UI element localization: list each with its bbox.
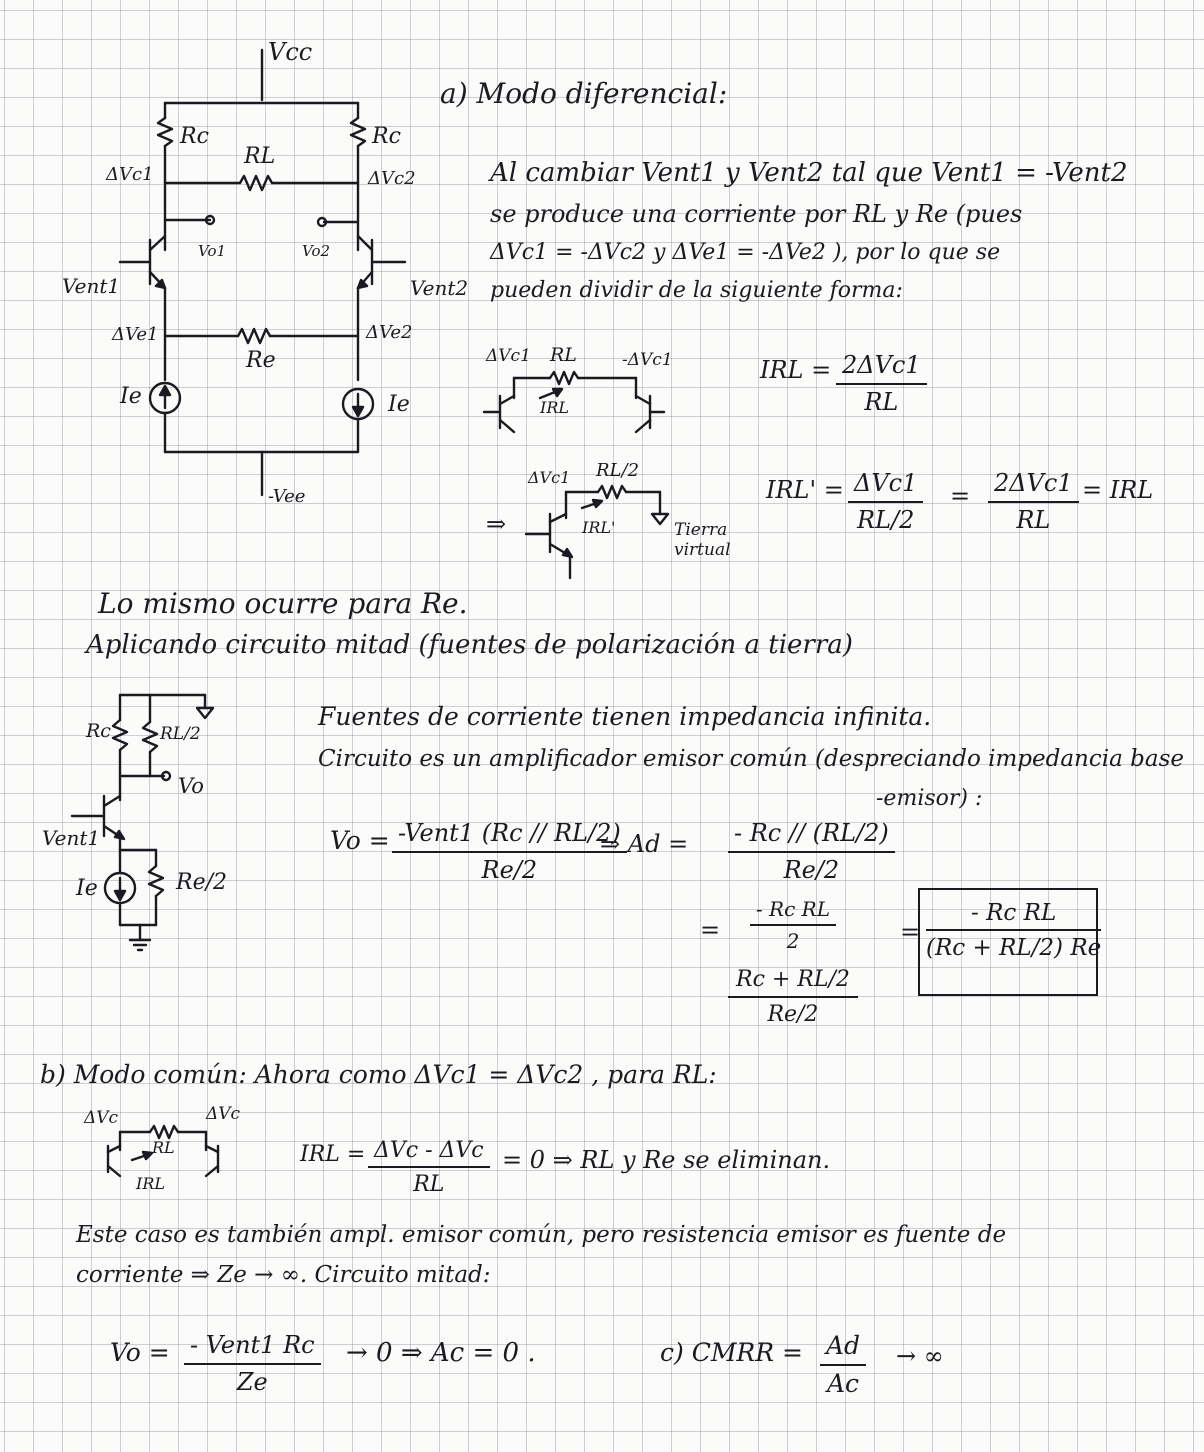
section-a-line1: Al cambiar Vent1 y Vent2 tal que Vent1 = -Vent2 xyxy=(490,158,1128,188)
eq-irl-lhs: IRL = xyxy=(760,356,832,384)
cm-current-label: IRL xyxy=(136,1174,165,1193)
eq-irl2-lhs: IRL' = xyxy=(766,476,844,504)
eq-ad-num: - Rc // (RL/2) xyxy=(728,820,895,853)
half-vo-label: Vo xyxy=(178,774,204,798)
final-eq-fraction xyxy=(184,1332,321,1396)
eq-irl-num: 2ΔVc1 xyxy=(836,352,927,385)
half-rl2-label: RL/2 xyxy=(160,724,201,744)
vo1-label: Vo1 xyxy=(198,242,227,260)
eq-irl2-rhs: = IRL xyxy=(1082,476,1154,504)
eq-vo-num: -Vent1 (Rc // RL/2) xyxy=(392,820,627,853)
cm-eq-num: ΔVc - ΔVc xyxy=(368,1138,490,1168)
note-line2: Aplicando circuito mitad (fuentes de polarización a tierra) xyxy=(86,630,853,660)
rl-label: RL xyxy=(244,144,276,169)
vent2-label: Vent2 xyxy=(410,276,469,300)
final-eq-num: - Vent1 Rc xyxy=(184,1332,321,1365)
cmrr-den: Ac xyxy=(827,1368,860,1398)
note-line1: Lo mismo ocurre para Re. xyxy=(98,587,468,620)
dvc1-label: ΔVc1 xyxy=(106,164,154,185)
cm-res-label: RL xyxy=(152,1138,175,1157)
eq-ad-outer-den-den: Re/2 xyxy=(767,1001,819,1027)
section-b-line2: corriente ⇒ Ze → ∞. Circuito mitad: xyxy=(76,1262,491,1288)
eq-ad-eq2: = xyxy=(900,918,921,946)
half-rl-top-label: ΔVc1 xyxy=(528,468,571,487)
eq-vo-arrow: ⇒ Ad = xyxy=(600,830,689,858)
cm-eq-lhs: IRL = xyxy=(300,1142,366,1167)
rl-split-left-label: ΔVc1 xyxy=(486,346,531,366)
cm-eq-den: RL xyxy=(413,1172,445,1198)
dve2-label: ΔVe2 xyxy=(366,322,413,343)
eq-ad-boxed-den: (Rc + RL/2) Re xyxy=(926,935,1102,962)
vent1-label: Vent1 xyxy=(62,274,121,298)
eq-ad-inner-num: - Rc RL xyxy=(750,898,836,926)
cm-left-label: ΔVc xyxy=(84,1108,119,1128)
section-a-line2: se produce una corriente por RL y Re (pues xyxy=(490,200,1023,228)
rl-split-res-label: RL xyxy=(550,344,577,366)
eq-irl2-den1: RL/2 xyxy=(857,505,915,534)
final-eq-den: Ze xyxy=(236,1367,268,1396)
eq-irl2-den2: RL xyxy=(1016,505,1051,534)
cm-right-label: ΔVc xyxy=(206,1104,241,1124)
eq-irl2-num1: ΔVc1 xyxy=(848,470,923,503)
cmrr-rhs: → ∞ xyxy=(896,1342,944,1370)
section-b-line1: Este caso es también ampl. emisor común, pero resistencia emisor es fuente de xyxy=(76,1222,1007,1248)
vee-label: -Vee xyxy=(268,486,306,507)
eq-ad-inner-den: 2 xyxy=(786,929,800,953)
cmrr-num: Ad xyxy=(820,1332,866,1366)
rl-split-current-label: IRL xyxy=(540,398,569,417)
ie-left-label: Ie xyxy=(120,384,142,409)
rc-right-label: Rc xyxy=(372,124,401,149)
half-re2-label: Re/2 xyxy=(176,870,227,895)
ground-label-1: Tierra xyxy=(674,520,728,540)
vcc-label: Vcc xyxy=(268,38,313,66)
dve1-label: ΔVe1 xyxy=(112,324,159,345)
explanation-line3: -emisor) : xyxy=(876,786,983,811)
explanation-line2: Circuito es un amplificador emisor común (despreciando impedancia base xyxy=(318,746,1184,772)
eq-ad-eq: = xyxy=(700,916,721,944)
section-a-title: a) Modo diferencial: xyxy=(440,77,728,110)
ie-right-label: Ie xyxy=(388,392,410,417)
section-a-line4: pueden dividir de la siguiente forma: xyxy=(490,278,903,303)
cmrr-fraction xyxy=(820,1332,866,1399)
ground-label-2: virtual xyxy=(674,540,731,560)
eq-ad-boxed-num: - Rc RL xyxy=(926,900,1101,931)
eq-ad-outer-den-num: Rc + RL/2 xyxy=(728,961,858,997)
implies-arrow: ⇒ xyxy=(486,510,507,538)
cmrr-lhs: c) CMRR = xyxy=(660,1338,803,1367)
final-eq-lhs: Vo = xyxy=(110,1338,170,1367)
half-vent1-label: Vent1 xyxy=(42,826,101,850)
eq-vo-lhs: Vo = xyxy=(330,826,390,855)
half-rc-label: Rc xyxy=(86,720,111,742)
section-a-line3: ΔVc1 = -ΔVc2 y ΔVe1 = -ΔVe2 ), por lo que se xyxy=(490,240,1001,265)
eq-irl-den: RL xyxy=(864,387,899,416)
final-eq-rest: → 0 ⇒ Ac = 0 . xyxy=(346,1338,536,1368)
rc-left-label: Rc xyxy=(180,124,209,149)
re-label: Re xyxy=(246,348,276,373)
eq-vo-den: Re/2 xyxy=(481,855,538,884)
section-b-title: b) Modo común: Ahora como ΔVc1 = ΔVc2 , para RL: xyxy=(40,1060,717,1089)
eq-irl2-num2: 2ΔVc1 xyxy=(988,470,1079,503)
cm-eq-rhs: = 0 ⇒ RL y Re se eliminan. xyxy=(502,1146,831,1174)
dvc2-label: ΔVc2 xyxy=(368,168,416,189)
eq-irl2-eq: = xyxy=(950,482,971,510)
vo2-label: Vo2 xyxy=(302,242,331,260)
half-rl-current-label: IRL' xyxy=(582,518,616,537)
rl-split-right-label: -ΔVc1 xyxy=(622,350,673,370)
explanation-line1: Fuentes de corriente tienen impedancia infinita. xyxy=(318,702,932,731)
half-rl-res-label: RL/2 xyxy=(596,460,640,481)
cm-eq-fraction xyxy=(368,1138,490,1198)
half-ie-label: Ie xyxy=(76,876,98,901)
eq-ad-den: Re/2 xyxy=(783,855,840,884)
